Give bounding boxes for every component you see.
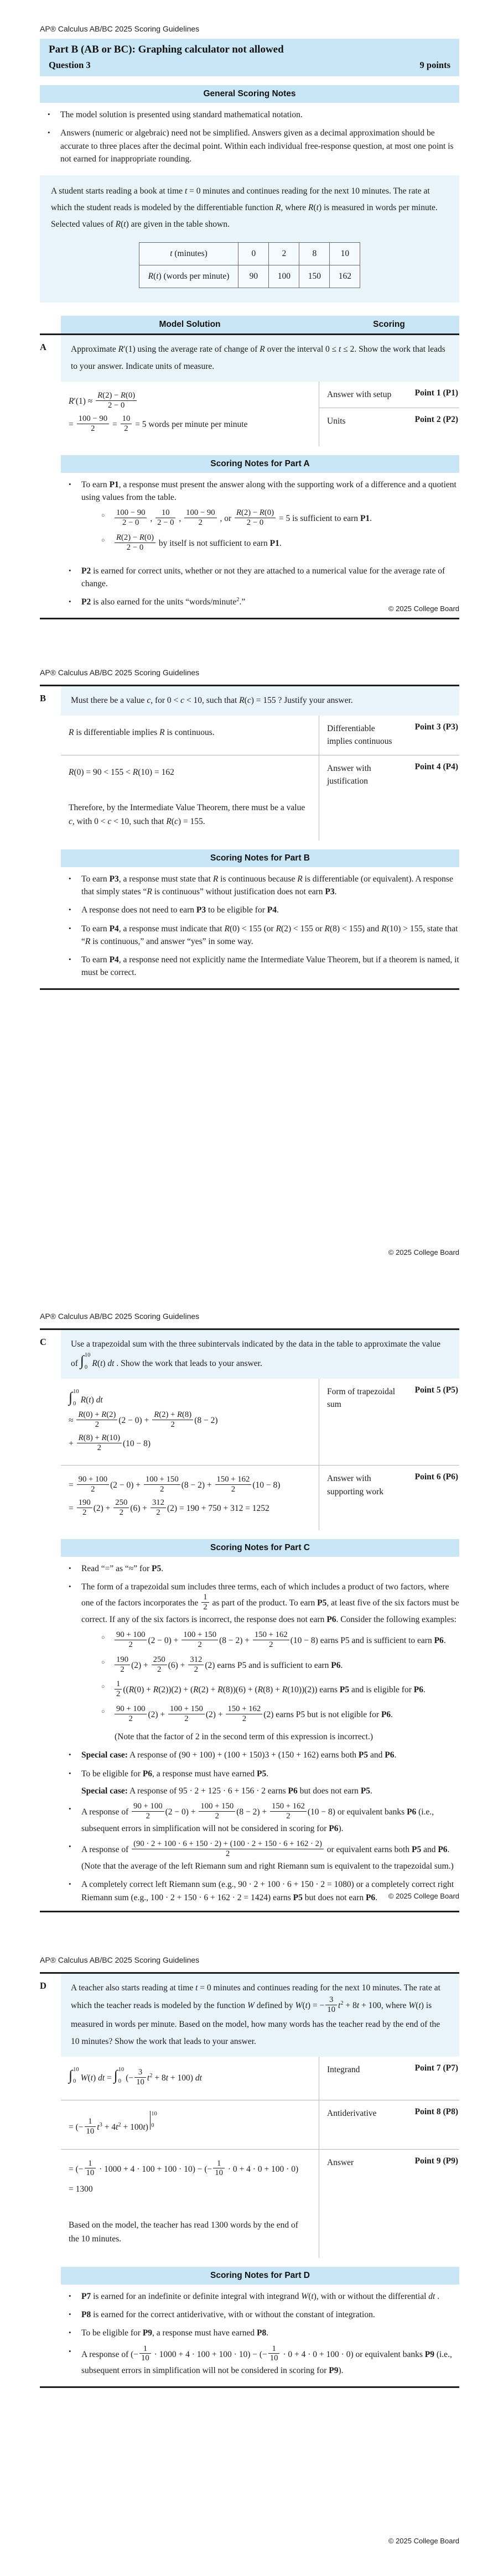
scoring-point: Point 3 (P3) [414,722,458,732]
solution-line: = (− $\frac{1}{10}$ · 1000 + 4 · 100 + 100 · 10) − (− $\frac{1}{10}$ · 0 + 4 · 0 + 100 · 0) [69,2158,299,2178]
scoring-cell [319,2150,459,2258]
solution-line: Therefore, by the Intermediate Value Theorem, there must be a value c, with 0 < c < 10, such that R(c) = 155. [69,803,305,827]
banner-title: Part B (AB or BC): Graphing calculator not allowed [49,44,284,55]
scoring-entry [319,2057,459,2083]
solution-row [61,2149,459,2258]
part-b-solution [61,716,459,841]
note-paragraph: P8 is earned for the correct antiderivative, with or without the constant of integration. [81,2310,375,2320]
note-paragraph: A response does not need to earn P3 to be eligible for P4. [81,905,279,915]
table-cell: 150 [299,265,330,288]
model-solution-cell [61,755,319,841]
note-paragraph: Read “=” as “≈” for P5. [81,1564,164,1574]
note-bullet [69,2290,459,2303]
note-text [81,2345,459,2377]
solution-line: ≈ $\frac{R(0) + R(2)}{2}$ (2 − 0) + $\frac{R(2) + R(8)}{2}$ (8 − 2) [69,1410,218,1429]
note-bullet [69,478,459,559]
note-bullet [69,2345,459,2377]
note-bullet [69,904,459,916]
bullet-marker: • [69,955,71,964]
general-scoring-notes-header: General Scoring Notes [40,85,459,103]
note-bullet [69,1767,459,1798]
banner-question-number: Question 3 [49,60,91,70]
page-3 [0,1287,498,1931]
note-text [81,2290,459,2303]
solution-line: R is differentiable implies R is continuous. [69,728,215,737]
model-solution-cell [61,716,319,755]
bullet-marker: • [69,1769,71,1777]
part-a-notes-list [61,478,459,609]
document-title: AP® Calculus AB/BC 2025 Scoring Guidelines [40,1312,200,1321]
bullet-marker: • [69,1564,71,1573]
note-paragraph: To earn P4, a response need not explicitly name the Intermediate Value Theorem, but if a theorem is named, it must be correct. [81,955,459,978]
note-bullet [69,1840,459,1873]
solution-line: = 1300 [69,2184,93,2194]
banner-question-row [49,60,450,71]
document-title: AP® Calculus AB/BC 2025 Scoring Guidelines [40,24,200,33]
note-paragraph: To be eligible for P9, a response must have earned P8. [81,2328,269,2338]
copyright-footer: © 2025 College Board [388,604,459,613]
problem-text: A student starts reading a book at time t = 0 minutes and continues reading for the next 10 minutes. The rate at which the student reads is modeled by the differentiable function R, where R(t) is measured in words per minute. Selected values of R(t) are given in the table shown. [51,186,438,230]
page-4 [0,1931,498,2576]
copyright-footer: © 2025 College Board [388,2537,459,2545]
question-banner [40,39,459,76]
scoring-entry [319,2100,459,2126]
note-paragraph: P2 is also earned for the units “words/minute$^2$.” [81,597,246,607]
columns-header [61,316,459,333]
bullet-marker: • [69,597,71,606]
bullet-marker: • [69,2310,71,2319]
part-c-question: Use a trapezoidal sum with the three subintervals indicated by the data in the table to approximate the value of ∫ 10 0 R(t) dt . Show the work that leads to your answer. [61,1330,459,1379]
solution-row [61,2100,459,2149]
solution-row [61,1465,459,1530]
heavy-rule [40,1911,459,1912]
bullet-marker: • [69,1842,71,1851]
sub-bullet-text: $\frac{R(2) - R(0)}{2 - 0}$ by itself is not sufficient to earn P1. [113,534,282,554]
part-b-question: Must there be a value c, for 0 < c < 10, such that R(c) = 155 ? Justify your answer. [61,686,459,716]
note-sub-bullet [101,1706,459,1725]
solution-line: = $\frac{190}{2}$ (2) + $\frac{250}{2}$ (6) + $\frac{312}{2}$ (2) = 190 + 750 + 312 = 1252 [69,1498,269,1518]
solution-line: = (− $\frac{1}{10}$ $t^3 + 4t^2 + 100t$) 10 0 [69,2110,157,2136]
scoring-label: Antiderivative [327,2108,377,2118]
sub-bullet-text: $\frac{1}{2}$ ((R(0) + R(2))(2) + (R(2) + R(8))(6) + (R(8) + R(10))(2)) earns P5 and is eligible for P6. [113,1681,426,1700]
scoring-cell [319,1379,459,1465]
sub-bullet-marker: ○ [101,1659,105,1666]
table-cell: 162 [330,265,360,288]
solution-row [61,2057,459,2100]
scoring-label: Answer with setup [327,390,392,400]
scoring-entry [319,1466,459,1505]
banner-points: 9 points [419,60,450,70]
note-text [81,1581,459,1743]
solution-row [61,1379,459,1465]
note-paragraph: The model solution is presented using standard mathematical notation. [60,110,303,119]
problem-statement-box [40,175,459,303]
sub-bullet-text: $\frac{90 + 100}{2}$ (2) + $\frac{100 + 150}{2}$ (2) + $\frac{150 + 162}{2}$ (2) earns P5 but is not eligible for P6. [113,1706,393,1725]
table-cell: 8 [299,242,330,265]
note-paragraph: Special case: A response of (90 + 100) + (100 + 150)3 + (150 + 162) earns both P5 and P6. [81,1750,397,1760]
bullet-marker: • [69,1582,71,1591]
model-solution-cell [61,1466,319,1530]
part-b-notes-list [61,873,459,979]
sub-bullet-marker: ○ [101,1709,105,1715]
scoring-cell [319,755,459,841]
note-sub-bullet [101,1631,459,1651]
sub-bullet-text: $\frac{190}{2}$ (2) + $\frac{250}{2}$ (6) + $\frac{312}{2}$ (2) earns P5 and is sufficient to earn P6. [113,1656,343,1676]
note-text [81,1749,459,1761]
scoring-point: Point 1 (P1) [414,388,458,398]
scoring-point: Point 6 (P6) [414,1472,458,1482]
note-sub-bullet [101,534,459,554]
part-a-question-row [40,335,459,382]
scoring-point: Point 8 (P8) [414,2106,458,2116]
solution-line: Based on the model, the teacher has read 1300 words by the end of the 10 minutes. [69,2220,298,2244]
note-bullet [48,127,459,165]
note-text [81,922,459,948]
part-letter: B [40,693,46,703]
note-paragraph: The form of a trapezoidal sum includes three terms, each of which includes a product of two factors, where one of the factors incorporates the $\frac{1}{2}$ as part of the product. To earn P5, at least five of the six factors must be correct. If any of the six factors is incorrect, the response does not earn P6. Consider the following examples: [81,1582,459,1624]
part-d-solution [61,2057,459,2258]
bullet-marker: • [48,128,50,137]
table-cell: 10 [330,242,360,265]
scoring-point: Point 2 (P2) [414,415,458,425]
note-paragraph: A completely correct left Riemann sum (e.g., 90 · 2 + 100 · 6 + 150 · 2 = 1080) or a completely correct right Riemann sum (e.g., 100 · 2 + 150 · 6 + 162 · 2 = 1424) earns P5 but does not earn P6. [81,1880,454,1902]
table-cell: 90 [238,265,269,288]
note-sub-bullet [101,509,459,529]
scoring-label: Answer with justification [327,763,371,786]
scoring-entry [319,2150,459,2176]
heavy-rule [40,988,459,990]
scoring-cell [319,1466,459,1530]
note-text [81,1767,459,1798]
note-bullet [69,1581,459,1743]
table-cell: 2 [269,242,299,265]
scoring-label: Form of trapezoidal sum [327,1387,396,1410]
note-paragraph: P2 is earned for correct units, whether or not they are attached to a numerical value for the average rate of change. [81,566,445,589]
values-table [139,242,361,288]
scoring-label: Differentiable implies continuous [327,724,392,747]
note-text [60,108,459,121]
bullet-marker: • [69,2346,71,2355]
note-paragraph: P7 is earned for an indefinite or definite integral with integrand W(t), with or without the differential dt . [81,2291,440,2301]
scoring-point: Point 9 (P9) [414,2156,458,2166]
copyright-footer: © 2025 College Board [388,1892,459,1900]
note-text [81,904,459,916]
part-c-notes-header: Scoring Notes for Part C [61,1539,459,1557]
note-text [60,127,459,165]
sub-bullet-text: $\frac{100 - 90}{2 - 0}$ , $\frac{10}{2 - 0}$ , $\frac{100 - 90}{2}$ , or $\frac{R(2) - R(0)}{2 - 0}$ = 5 is sufficient to earn P1. [113,509,372,529]
document-title: AP® Calculus AB/BC 2025 Scoring Guidelines [40,1956,200,1964]
solution-line: ∫ 10 0 R(t) dt [69,1389,103,1407]
part-c-solution [61,1379,459,1530]
scoring-entry [319,1379,459,1418]
scoring-cell [319,716,459,755]
table-cell: 100 [269,265,299,288]
sub-bullet-marker: ○ [101,1634,105,1641]
model-solution-column-header: Model Solution [159,320,221,330]
note-bullet [48,108,459,121]
solution-row [61,755,459,841]
scoring-label: Answer with supporting work [327,1474,384,1496]
sub-bullet-note: (Note that the factor of 2 in the second term of this expression is incorrect.) [115,1732,374,1742]
sub-bullet-marker: ○ [101,513,105,519]
table-row-r [139,265,360,288]
model-solution-cell [61,1379,319,1465]
part-d-question-row [40,1974,459,2057]
solution-gap [69,783,309,797]
solution-row [61,382,459,446]
solution-gap [69,2200,309,2215]
part-a-notes-header: Scoring Notes for Part A [61,455,459,473]
bullet-marker: • [69,2328,71,2337]
note-text [81,565,459,591]
model-solution-cell [61,2057,319,2100]
part-d-question: A teacher also starts reading at time t = 0 minutes and continues reading for the next 10 minutes. The rate at which the teacher reads is modeled by the function W defined by W(t) = − $\frac{3}{10}$ $t^2 + 8t + 100$, where W(t) is measured in words per minute. Based on the model, how many words has the teacher read by the end of the 10 minutes? Show the work that leads to your answer. [61,1974,459,2057]
scoring-column-header: Scoring [373,320,405,330]
heavy-rule [40,2386,459,2388]
solution-row [61,716,459,755]
note-paragraph: Answers (numeric or algebraic) need not be simplified. Answers given as a decimal approximation should be accurate to three places after the decimal point. Within each individual free-response question, at most one point is not earned for inappropriate rounding. [60,128,454,164]
table-cell: 0 [238,242,269,265]
sub-bullet-text: $\frac{90 + 100}{2}$ (2 − 0) + $\frac{100 + 150}{2}$ (8 − 2) + $\frac{150 + 162}{2}$ (10 − 8) earns P5 and is sufficient to earn P6. [113,1631,446,1651]
note-text [81,1803,459,1835]
note-paragraph: A response of $\frac{(90 \cdot 2 + 100 \cdot 6 + 150 \cdot 2) + (100 \cdot 2 + 150 \cdot 6 + 162 \cdot 2)}{2}$ or equivalent earns both P5 and P6. (Note that the average of the left Riemann sum and right Riemann sum is equivalent to the trapezoidal sum.) [81,1839,454,1871]
bullet-marker: • [69,874,71,883]
bullet-marker: • [48,110,50,118]
part-d-notes-list [61,2290,459,2377]
note-paragraph: A response of $\frac{90 + 100}{2}$ (2 − 0) + $\frac{100 + 150}{2}$ (8 − 2) + $\frac{150 + 162}{2}$ (10 − 8) or equivalent banks P6 (i.e., subsequent errors in simplification will not be considered in scoring for P6). [81,1802,434,1833]
note-text [81,1562,459,1575]
heavy-rule [40,618,459,619]
part-letter: D [40,1980,46,1991]
note-paragraph: A response of (− $\frac{1}{10}$ · 1000 + 4 · 100 + 100 · 10) − (− $\frac{1}{10}$ · 0 + 4 · 0 + 100 · 0) or equivalent banks P9 (i.e., subsequent errors in simplification will not be considered in scoring for P9). [81,2344,452,2376]
note-bullet [69,2308,459,2321]
scoring-cell [319,382,459,446]
model-solution-cell [61,382,319,446]
scoring-cell [319,2057,459,2100]
part-a-question: Approximate R′(1) using the average rate of change of R over the interval 0 ≤ t ≤ 2. Show the work that leads to your answer. Indicate units of measure. [61,335,459,382]
note-bullet [69,565,459,591]
scoring-entry [319,408,459,434]
part-letter: C [40,1337,46,1347]
bullet-marker: • [69,479,71,488]
solution-line: = $\frac{100 - 90}{2}$ = $\frac{10}{2}$ = 5 words per minute per minute [69,414,248,433]
page-1 [0,0,498,644]
solution-line: ∫ 10 0 W(t) dt = ∫ 10 0 (− $\frac{3}{10}$ $t^2 + 8t + 100$) dt [69,2066,202,2087]
note-bullet [69,1562,459,1575]
part-c-notes-list [61,1562,459,1904]
note-bullet [69,1803,459,1835]
scoring-entry [319,716,459,755]
page-2 [0,644,498,1287]
note-text [81,953,459,979]
copyright-footer: © 2025 College Board [388,1248,459,1256]
table-label-r: R(t) (words per minute) [139,265,238,288]
table-label-t: t (minutes) [139,242,238,265]
solution-line: R′(1) ≈ $\frac{R(2) - R(0)}{2 - 0}$ [69,392,309,411]
note-paragraph: To be eligible for P6, a response must have earned P5. [81,1769,269,1779]
note-paragraph: To earn P4, a response must indicate that R(0) < 155 (or R(2) < 155 or R(8) < 155) and R(10) > 155, state that “R is continuous,” and answer “yes” in some way. [81,924,458,946]
note-text [81,1840,459,1873]
general-scoring-notes-list [40,108,459,165]
bullet-marker: • [69,1880,71,1889]
scoring-point: Point 5 (P5) [414,1385,458,1395]
model-solution-cell [61,2150,319,2258]
note-bullet [69,873,459,899]
note-text [81,2327,459,2339]
note-paragraph: To earn P3, a response must state that R is continuous because R is differentiable (or equivalent). A response that simply states “R is continuous” without justification does not earn P3. [81,874,453,897]
bullet-marker: • [69,905,71,914]
scoring-point: Point 4 (P4) [414,762,458,771]
note-sub-bullet [101,1681,459,1700]
note-bullet [69,2327,459,2339]
part-d-notes-header: Scoring Notes for Part D [61,2267,459,2285]
note-bullet [69,1749,459,1761]
note-text [81,478,459,559]
part-letter: A [40,342,46,353]
bullet-marker: • [69,924,71,932]
model-solution-cell [61,2100,319,2149]
scoring-entry [319,755,459,795]
note-bullet [69,922,459,948]
solution-line: + $\frac{R(8) + R(10)}{2}$ (10 − 8) [69,1433,151,1452]
scoring-entry [319,382,459,408]
bullet-marker: • [69,566,71,575]
note-paragraph: To earn P1, a response must present the answer along with the supporting work of a difference and a quotient using values from the table. [81,479,456,503]
solution-line: R(0) = 90 < 155 < R(10) = 162 [69,767,174,777]
sub-bullet-marker: ○ [101,538,105,544]
sub-bullet-marker: ○ [101,1684,105,1691]
solution-line: = $\frac{90 + 100}{2}$ (2 − 0) + $\frac{100 + 150}{2}$ (8 − 2) + $\frac{150 + 162}{2}$ (10 − 8) [69,1475,281,1494]
part-b-question-row [40,686,459,716]
scoring-label: Answer [327,2157,354,2167]
bullet-marker: • [69,2291,71,2300]
bullet-marker: • [69,1750,71,1759]
document-title: AP® Calculus AB/BC 2025 Scoring Guidelines [40,668,200,677]
scoring-label: Units [327,416,346,426]
part-b-notes-header: Scoring Notes for Part B [61,849,459,867]
note-text [81,2308,459,2321]
table-row-t [139,242,360,265]
note-sub-bullet [101,1656,459,1676]
scoring-label: Integrand [327,2064,360,2074]
scoring-cell [319,2100,459,2149]
part-c-question-row [40,1330,459,1379]
note-text [81,873,459,899]
scoring-point: Point 7 (P7) [414,2063,458,2073]
bullet-marker: • [69,1805,71,1813]
note-extra: Special case: A response of 95 · 2 + 125 · 6 + 156 · 2 earns P6 but does not earn P5. [81,1786,372,1796]
part-a-solution [61,382,459,446]
note-bullet [69,953,459,979]
